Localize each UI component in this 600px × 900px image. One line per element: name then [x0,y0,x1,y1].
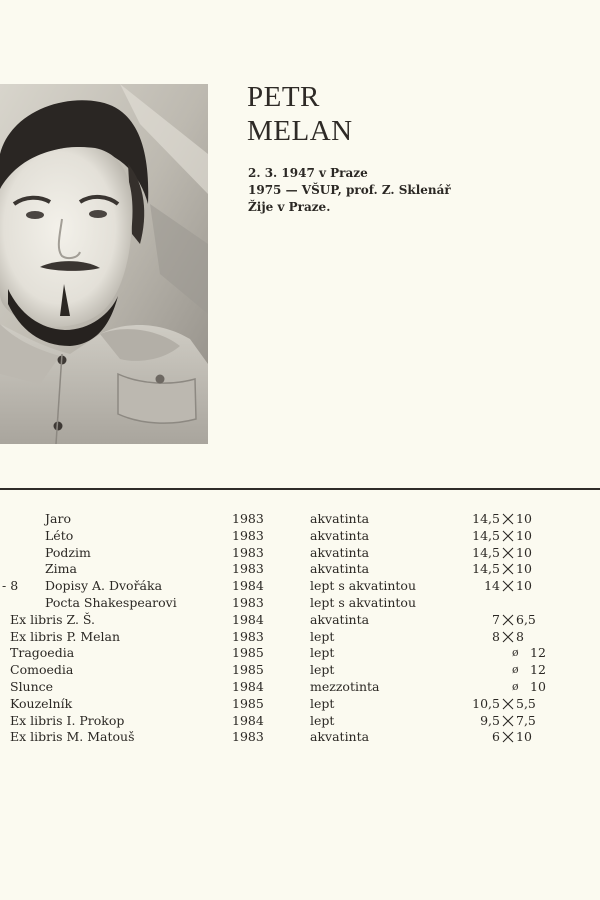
work-row [0,713,600,730]
work-title: Tragoedia [10,645,75,661]
bio-education: 1975 — VŠUP, prof. Z. Sklenář [248,183,451,197]
work-title: Podzim [45,544,91,560]
artist-bio [248,165,451,216]
work-dimension-diameter: 12 [530,645,546,661]
work-title: Ex libris I. Prokop [10,712,125,728]
work-title: Ex libris M. Matouš [10,729,135,745]
work-dimension-height: 14,5 [472,561,500,577]
work-dimension-height: 14,5 [472,511,500,526]
work-dimension-diameter: 10 [530,678,546,694]
work-dimension-height: 14,5 [472,544,500,560]
work-title: Comoedia [10,662,74,678]
bio-birth: 2. 3. 1947 v Praze [248,166,368,180]
work-row [0,629,600,646]
work-dimension-width: 10 [516,561,532,577]
work-technique: lept [310,628,335,644]
work-dimension-width: 10 [516,729,532,745]
work-catalog-number: - 8 [2,578,19,594]
work-title: Kouzelník [10,695,73,711]
work-row [0,545,600,562]
work-row [0,696,600,713]
artist-name [247,80,353,148]
work-technique: akvatinta [310,729,370,745]
work-row [0,729,600,746]
artist-portrait-photo [0,84,208,444]
work-technique: lept [310,695,335,711]
work-technique: akvatinta [310,511,370,526]
times-icon [502,713,514,729]
work-year: 1984 [232,611,264,627]
work-dimension-height: 8 [492,628,500,644]
works-list [0,511,600,746]
times-icon [502,612,514,628]
work-title: Ex libris P. Melan [10,628,121,644]
work-year: 1983 [232,544,264,560]
work-row [0,578,600,595]
work-technique: lept s akvatintou [310,578,416,594]
work-year: 1983 [232,527,264,543]
work-year: 1984 [232,578,264,594]
work-row [0,511,600,528]
work-dimension-diameter: 12 [530,662,546,678]
work-year: 1983 [232,729,264,745]
work-dimension-width: 8 [516,628,524,644]
work-dimension-height: 9,5 [480,712,500,728]
artist-first-name: PETR [247,81,320,113]
artist-last-name: MELAN [247,115,353,147]
work-title: Ex libris Z. Š. [10,611,96,627]
work-dimension-height: 14,5 [472,527,500,543]
work-row [0,561,600,578]
work-year: 1985 [232,662,264,678]
work-year: 1983 [232,594,264,610]
times-icon [502,629,514,645]
work-dimension-width: 10 [516,527,532,543]
work-title: Léto [45,527,74,543]
work-title: Pocta Shakespearovi [45,594,177,610]
work-row [0,662,600,679]
work-dimension-height: 7 [492,611,500,627]
work-year: 1984 [232,712,264,728]
times-icon [502,729,514,745]
work-row [0,679,600,696]
work-year: 1984 [232,678,264,694]
work-dimension-width: 6,5 [516,611,536,627]
work-year: 1983 [232,628,264,644]
work-technique: lept [310,712,335,728]
times-icon [502,511,514,527]
work-row [0,528,600,545]
diameter-icon: ø [512,663,519,677]
diameter-icon: ø [512,679,519,693]
work-year: 1985 [232,695,264,711]
times-icon [502,696,514,712]
work-dimension-width: 5,5 [516,695,536,711]
bio-residence: Žije v Praze. [248,200,331,214]
diameter-icon: ø [512,646,519,660]
work-dimension-width: 10 [516,578,532,594]
times-icon [502,528,514,544]
work-dimension-height: 10,5 [472,695,500,711]
work-technique: akvatinta [310,527,370,543]
work-year: 1983 [232,511,264,526]
work-row [0,612,600,629]
work-dimension-width: 7,5 [516,712,536,728]
work-dimension-height: 6 [492,729,500,745]
work-row [0,595,600,612]
work-dimension-width: 10 [516,544,532,560]
work-technique: lept [310,645,335,661]
work-technique: akvatinta [310,611,370,627]
work-dimension-width: 10 [516,511,532,526]
work-technique: akvatinta [310,544,370,560]
work-title: Slunce [10,678,54,694]
work-technique: lept [310,662,335,678]
times-icon [502,561,514,577]
work-technique: akvatinta [310,561,370,577]
work-title: Jaro [45,511,71,526]
work-title: Dopisy A. Dvořáka [45,578,163,594]
work-title: Zima [45,561,77,577]
section-divider [0,488,600,490]
work-year: 1985 [232,645,264,661]
work-row [0,645,600,662]
work-technique: lept s akvatintou [310,594,416,610]
work-year: 1983 [232,561,264,577]
work-dimension-height: 14 [484,578,500,594]
work-technique: mezzotinta [310,678,380,694]
times-icon [502,545,514,561]
times-icon [502,578,514,594]
